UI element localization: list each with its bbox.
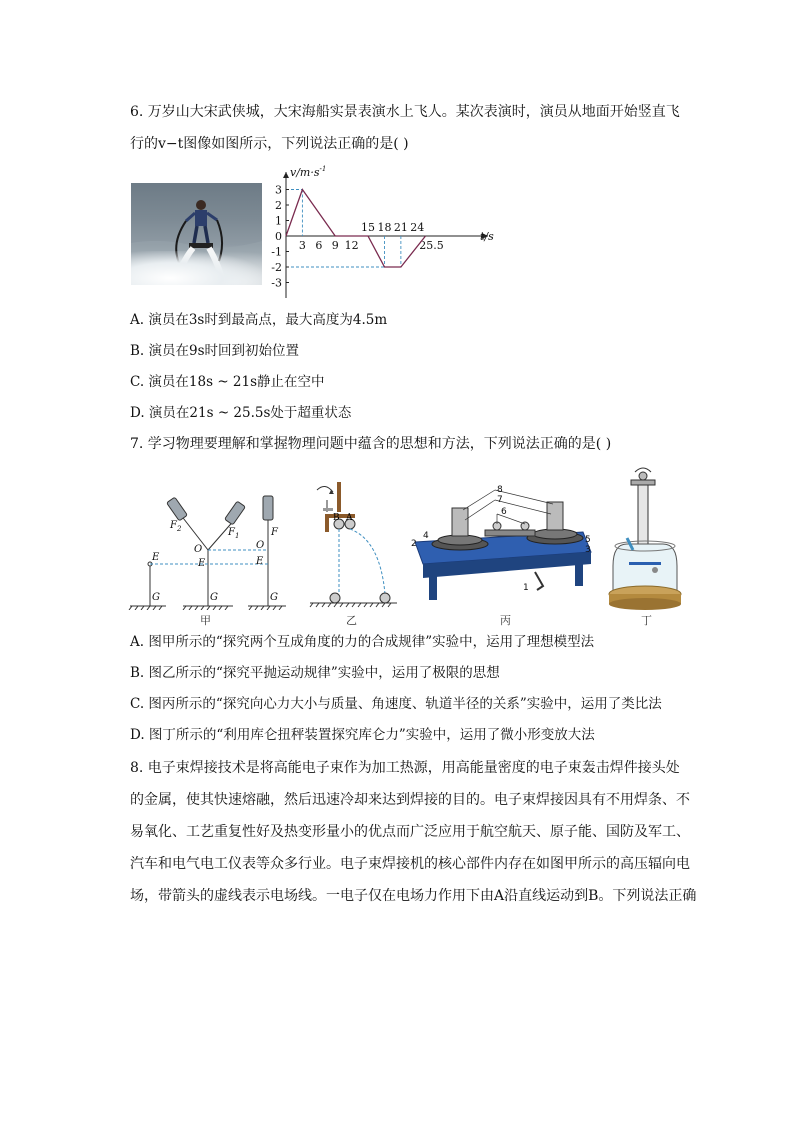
svg-text:O: O — [256, 540, 265, 551]
x-tick-label: 6 — [315, 239, 323, 252]
vt-graph — [270, 158, 510, 304]
svg-text:5: 5 — [585, 535, 591, 545]
y-axis-label: $v/m\cdot s^{-1}$ — [290, 165, 327, 179]
y-tick-label: -3 — [271, 276, 282, 290]
svg-text:2: 2 — [177, 525, 182, 533]
caption-bing: 丙 — [500, 614, 511, 627]
q6-stem-line1: 6. 万岁山大宋武侠城，大宋海船实景表演水上飞人。某次表演时，演员从地面开始竖直飞 — [130, 104, 680, 120]
x-axis-label: t/s — [480, 230, 494, 243]
caption-jia: 甲 — [200, 614, 211, 627]
q6-option-b: B. 演员在9s时回到初始位置 — [130, 343, 300, 359]
svg-text:F: F — [228, 527, 235, 538]
svg-text:8: 8 — [497, 485, 503, 495]
svg-text:G: G — [152, 592, 160, 603]
q6-option-c: C. 演员在18s ~ 21s静止在空中 — [130, 374, 325, 390]
q8-line5: 场，带箭头的虚线表示电场线。一电子仅在电场力作用下由A沿直线运动到B。下列说法正确 — [130, 888, 697, 904]
svg-text:6: 6 — [501, 507, 507, 517]
figure-ding — [605, 466, 685, 611]
x-tick-label: 3 — [298, 239, 306, 252]
caption-yi: 乙 — [346, 614, 357, 627]
svg-text:1: 1 — [235, 532, 240, 540]
q7-option-a: A. 图甲所示的“探究两个互成角度的力的合成规律”实验中，运用了理想模型法 — [130, 634, 595, 650]
svg-text:E: E — [256, 556, 264, 567]
svg-text:2: 2 — [411, 539, 417, 549]
y-tick-label: 0 — [275, 230, 282, 243]
svg-text:F: F — [271, 527, 278, 538]
svg-text:O: O — [194, 544, 203, 555]
q7-option-b: B. 图乙所示的“探究平抛运动规律”实验中，运用了极限的思想 — [130, 665, 500, 681]
svg-text:A: A — [346, 513, 353, 523]
q8-line4: 汽车和电气电工仪表等众多行业。电子束焊接机的核心部件内存在如图甲所示的高压辐向电 — [130, 856, 690, 872]
q7-option-c: C. 图丙所示的“探究向心力大小与质量、角速度、轨道半径的关系”实验中，运用了类比法 — [130, 696, 662, 712]
q8-line2: 的金属，使其快速熔融，然后迅速冷却来达到焊接的目的。电子束焊接因具有不用焊条、不 — [130, 792, 690, 808]
x-tick-label: 21 — [393, 221, 408, 234]
x-tick-label: 9 — [331, 239, 339, 252]
y-tick-label: -1 — [271, 245, 282, 259]
q6-stem-line2: 行的v−t图像如图所示，下列说法正确的是( ) — [130, 136, 409, 152]
q7-option-d: D. 图丁所示的“利用库仑扭秤装置探究库仑力”实验中，运用了微小形变放大法 — [130, 727, 595, 743]
svg-text:G: G — [210, 592, 218, 603]
q8-line1: 8. 电子束焊接技术是将高能电子束作为加工热源，用高能量密度的电子束轰击焊件接头处 — [130, 760, 680, 776]
x-tick-label: 12 — [344, 239, 359, 252]
q6-option-d: D. 演员在21s ~ 25.5s处于超重状态 — [130, 405, 352, 421]
x-tick-label: 15 — [361, 221, 376, 234]
svg-text:4: 4 — [423, 531, 429, 541]
svg-text:G: G — [270, 592, 278, 603]
x-tick-label: 25.5 — [419, 239, 444, 252]
y-tick-label: 2 — [275, 199, 282, 212]
figure-bing — [405, 480, 595, 610]
y-tick-label: 3 — [275, 183, 282, 197]
y-tick-label: 1 — [275, 214, 282, 228]
y-tick-label: -2 — [271, 261, 282, 274]
q7-stem: 7. 学习物理要理解和掌握物理问题中蕴含的思想和方法，下列说法正确的是( ) — [130, 436, 612, 452]
svg-text:7: 7 — [497, 495, 503, 505]
flyboard-photo — [131, 183, 262, 285]
figure-yi — [305, 480, 400, 610]
svg-text:F: F — [170, 520, 177, 531]
figure-jia — [128, 488, 288, 610]
svg-text:E: E — [152, 552, 160, 563]
caption-ding: 丁 — [641, 614, 652, 627]
x-tick-label: 18 — [377, 221, 392, 234]
x-tick-label: 24 — [410, 221, 425, 234]
svg-text:E: E — [198, 558, 206, 569]
q8-line3: 易氧化、工艺重复性好及热变形量小的优点而广泛应用于航空航天、原子能、国防及军工、 — [130, 824, 690, 840]
svg-text:B: B — [333, 513, 340, 523]
svg-text:3: 3 — [585, 545, 591, 555]
q6-option-a: A. 演员在3s时到最高点，最大高度为4.5m — [130, 312, 388, 328]
svg-text:1: 1 — [523, 583, 529, 593]
